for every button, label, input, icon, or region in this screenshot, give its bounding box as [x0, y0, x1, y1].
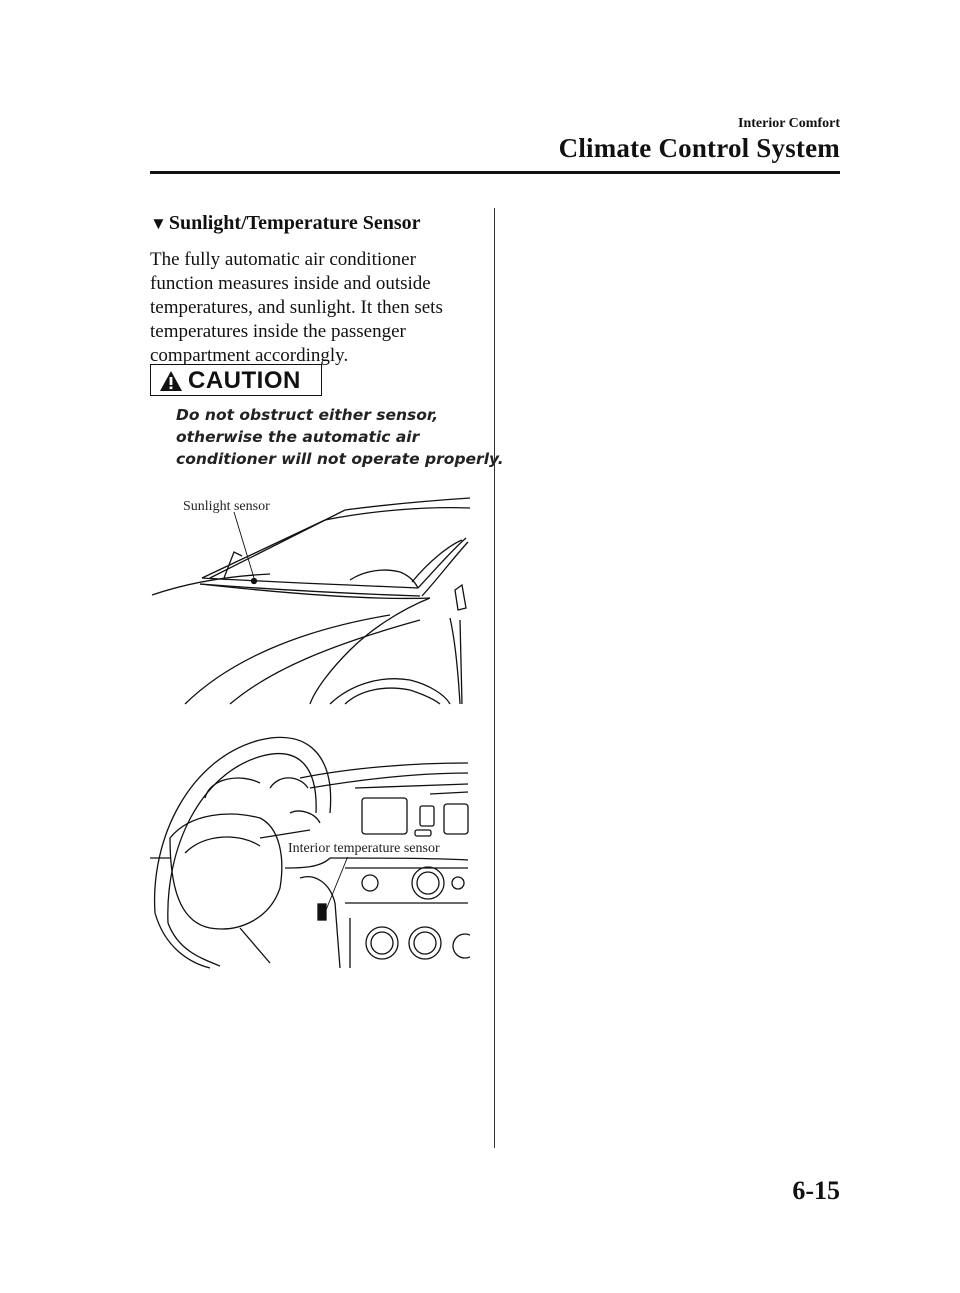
- interior-sensor-figure: [150, 718, 470, 970]
- interior-sensor-label: Interior temperature sensor: [288, 841, 440, 856]
- caution-text: [176, 404, 504, 470]
- sunlight-sensor-label: Sunlight sensor: [183, 499, 270, 514]
- body-line: The fully automatic air conditioner: [150, 249, 416, 270]
- caution-line: conditioner will not operate properly.: [176, 450, 504, 468]
- section-marker-icon: ▼: [150, 214, 167, 233]
- column-divider: [494, 208, 495, 1148]
- caution-line: Do not obstruct either sensor,: [176, 406, 439, 424]
- header-section-label: Interior Comfort: [738, 116, 840, 131]
- caution-line: otherwise the automatic air: [176, 428, 420, 446]
- sunlight-sensor-figure: [150, 490, 470, 705]
- body-line: temperatures inside the passenger: [150, 321, 406, 342]
- header-rule: [150, 171, 840, 174]
- body-line: temperatures, and sunlight. It then sets: [150, 297, 443, 318]
- page-number: 6-15: [792, 1176, 840, 1205]
- warning-icon: [159, 370, 183, 392]
- page-title: Climate Control System: [558, 133, 840, 163]
- caution-label: CAUTION: [188, 367, 301, 394]
- section-heading: [150, 212, 421, 235]
- caution-box: [150, 364, 322, 396]
- section-heading-text: Sunlight/Temperature Sensor: [168, 212, 421, 234]
- body-line: compartment accordingly.: [150, 345, 349, 366]
- body-paragraph: [150, 248, 480, 368]
- windshield-illustration: [150, 490, 470, 705]
- body-line: function measures inside and outside: [150, 273, 431, 294]
